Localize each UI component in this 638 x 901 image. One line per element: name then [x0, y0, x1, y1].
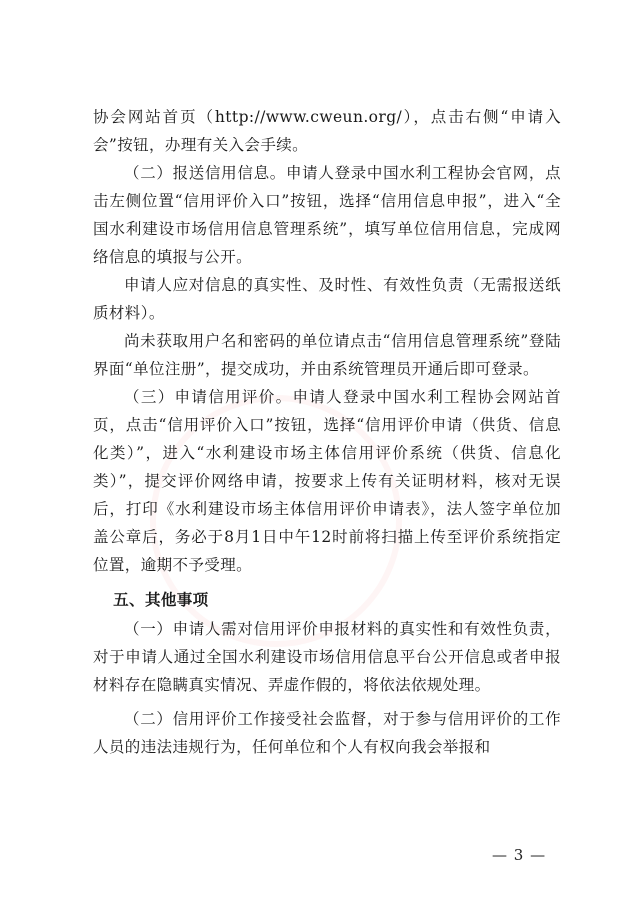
paragraph-website-continuation: 协会网站首页（http://www.cweun.org/），点击右侧“申请入会”按钮，办理有关入会手续。	[93, 108, 561, 154]
paragraph-social-supervision: （二）信用评价工作接受社会监督，对于参与信用评价的工作人员的违法违规行为，任何单位和个人有权向我会举报和	[93, 710, 561, 756]
paragraph-submit-credit-info: （二）报送信用信息。申请人登录中国水利工程协会官网，点击左侧位置“信用评价入口”按钮，选择“信用信息申报”，进入“全国水利建设市场信用信息管理系统”，填写单位信用信息，完成网络信息的填报与公开。	[93, 164, 561, 266]
page-number: — 3 —	[492, 846, 547, 864]
paragraph-apply-credit-evaluation: （三）申请信用评价。申请人登录中国水利工程协会网站首页，点击“信用评价入口”按钮，选择“信用评价申请（供货、信息化类）”，进入“水利建设市场主体信用评价系统（供货、信息化类）”，提交评价网络申请，按要求上传有关证明材料，核对无误后，打印《水利建设市场主体信用评价申请表》，法人签字单位加盖公章后，务必于8月1日中午12时前将扫描上传至评价系统指定位置，逾期不予受理。	[93, 388, 561, 574]
document-body	[93, 103, 561, 761]
paragraph-unit-registration: 尚未获取用户名和密码的单位请点击“信用信息管理系统”登陆界面“单位注册”，提交成功，并由系统管理员开通后即可登录。	[93, 332, 561, 378]
paragraph-applicant-responsibility: 申请人应对信息的真实性、及时性、有效性负责（无需报送纸质材料）。	[93, 276, 561, 322]
section-heading-other-matters: 五、其他事项	[113, 591, 209, 609]
paragraph-authenticity-responsibility: （一）申请人需对信用评价申报材料的真实性和有效性负责，对于申请人通过全国水利建设市场信用信息平台公开信息或者申报材料存在隐瞒真实情况、弄虚作假的，将依法依规处理。	[93, 620, 561, 694]
